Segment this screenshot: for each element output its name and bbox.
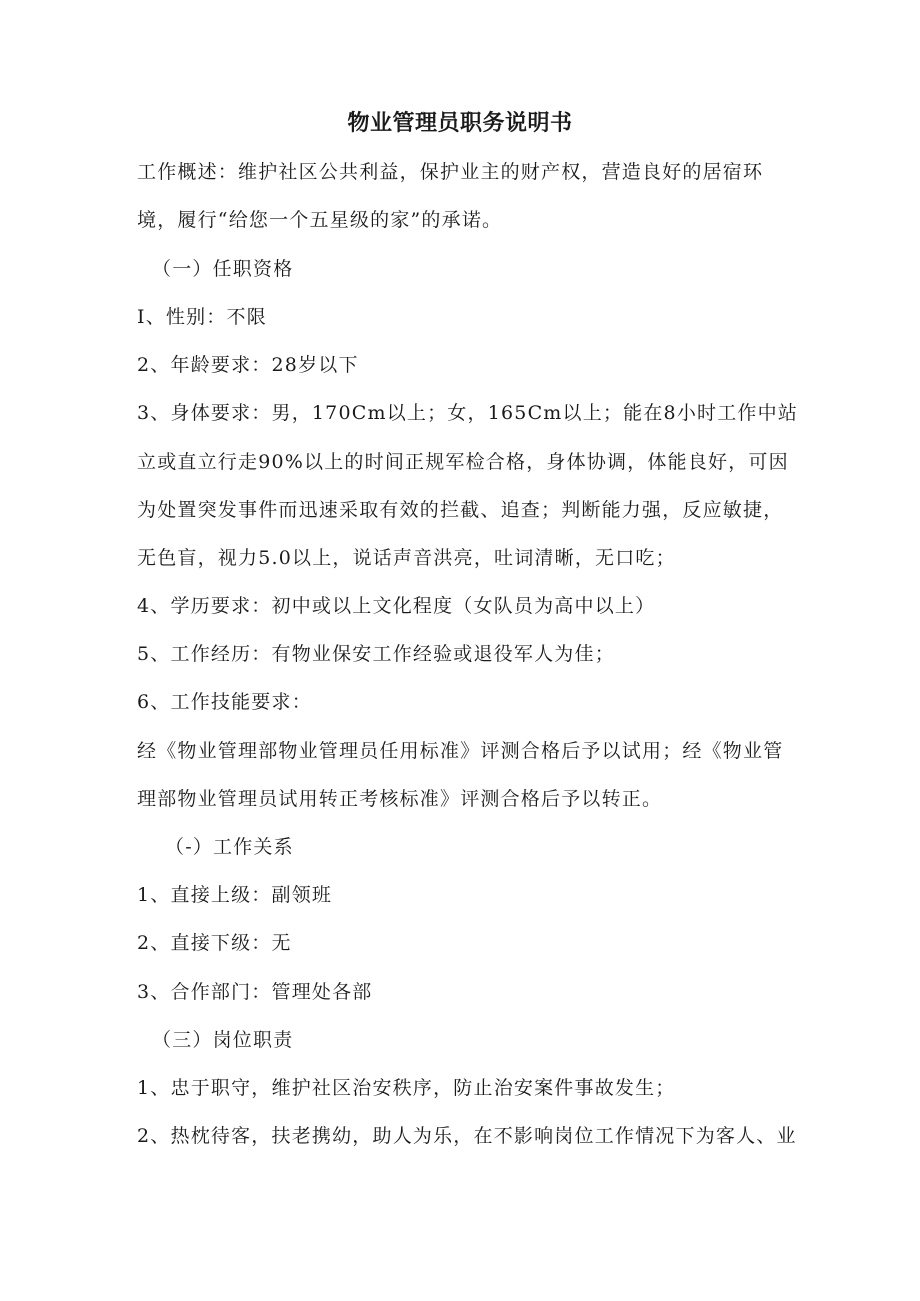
document-title: 物业管理员职务说明书 xyxy=(347,111,573,136)
qualification-item-physical-4: 无色盲，视力5.0以上，说话声音洪亮，吐词清晰，无口吃； xyxy=(137,547,676,569)
qualification-item-gender: I、性别：不限 xyxy=(137,306,267,328)
duty-item-2: 2、热枕待客，扶老携幼，助人为乐，在不影响岗位工作情况下为客人、业 xyxy=(137,1125,797,1147)
qualification-item-physical-2: 立或直立行走90%以上的时间正规军检合格，身体协调，体能良好，可因 xyxy=(137,451,789,473)
qualification-item-education: 4、学历要求：初中或以上文化程度（女队员为高中以上） xyxy=(137,595,656,617)
qualification-item-experience: 5、工作经历：有物业保安工作经验或退役军人为佳； xyxy=(137,643,615,665)
relation-item-superior: 1、直接上级：副领班 xyxy=(137,884,333,906)
skills-detail-line-2: 理部物业管理员试用转正考核标准》评测合格后予以转正。 xyxy=(137,788,663,810)
relation-item-subordinate: 2、直接下级：无 xyxy=(137,932,292,954)
qualification-item-physical-1: 3、身体要求：男，170Cm以上；女，165Cm以上；能在8小时工作中站 xyxy=(137,402,799,424)
qualification-item-age: 2、年龄要求：28岁以下 xyxy=(137,354,359,376)
duty-item-1: 1、忠于职守，维护社区治安秩序，防止治安案件事故发生； xyxy=(137,1077,676,1099)
relation-item-departments: 3、合作部门：管理处各部 xyxy=(137,981,373,1003)
qualification-item-skills: 6、工作技能要求： xyxy=(137,691,312,713)
overview-line-2: 境，履行“给您一个五星级的家”的承诺。 xyxy=(137,209,503,231)
section-heading-relations: （-）工作关系 xyxy=(165,836,294,858)
overview-line-1: 工作概述：维护社区公共利益，保护业主的财产权，营造良好的居宿环 xyxy=(137,161,764,183)
section-heading-qualifications: （一）任职资格 xyxy=(152,258,294,280)
qualification-item-physical-3: 为处置突发事件而迅速采取有效的拦截、追查；判断能力强，反应敏捷， xyxy=(137,499,784,521)
section-heading-duties: （三）岗位职责 xyxy=(152,1029,294,1051)
skills-detail-line-1: 经《物业管理部物业管理员任用标准》评测合格后予以试用；经《物业管 xyxy=(137,740,784,762)
